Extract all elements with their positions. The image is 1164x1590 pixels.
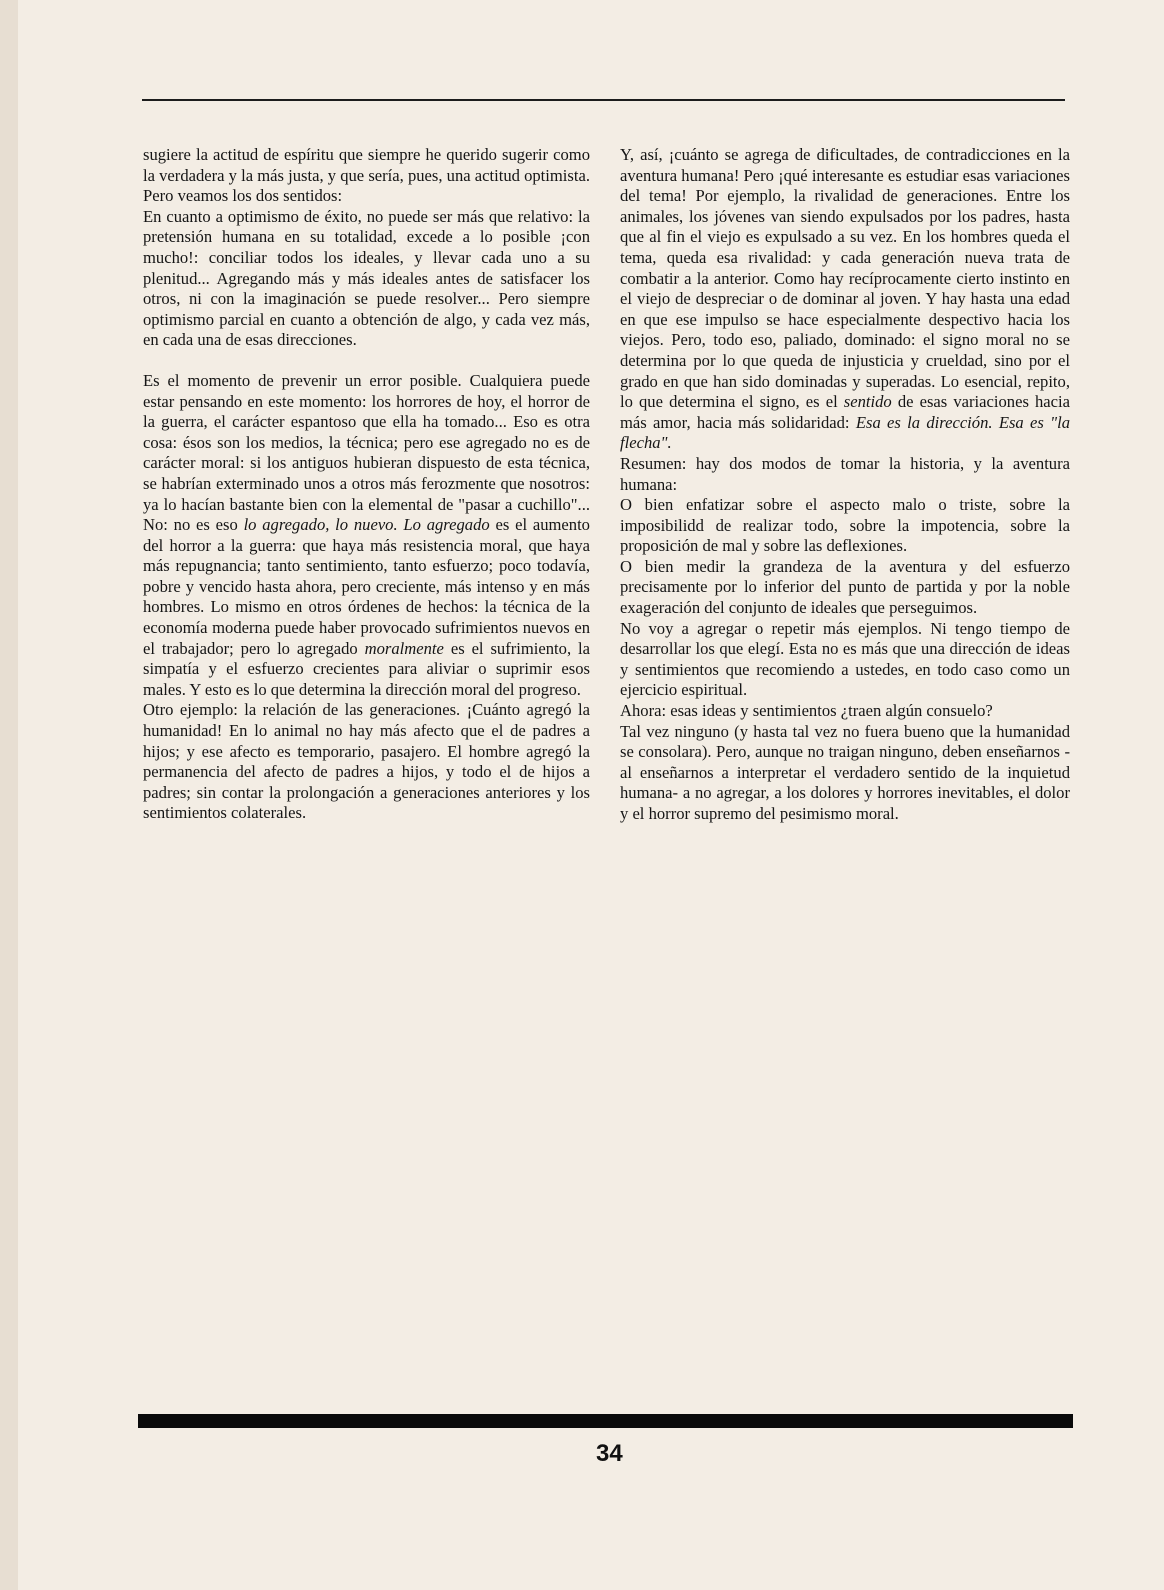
text-run: es el aumento del horror a la guerra: que haya más resistencia moral, que haya más repugnancia; tanto sentimiento, tanto esfuerzo; poco todavía, pobre y vencido hasta ahora, pero creciente, más intenso y en más hombres. Lo mismo en otros órdenes de hechos: la técnica de la economía moderna puede haber provocado sufrimientos nuevos en el trabajador; pero lo agregado [143, 515, 590, 658]
paragraph [620, 145, 1070, 454]
text-run: Es el momento de prevenir un error posible. Cualquiera puede estar pensando en este momento: los horrores de hoy, el horror de la guerra, el carácter espantoso que ella ha tomado... Eso es otra cosa: ésos son los medios, la técnica; pero ese agregado no es de carácter moral: si los antiguos hubieran dispuesto de esta técnica, se habrían exterminado unos a otros más ferozmente que nosotros: ya lo hacían bastante bien con la elemental de "pasar a cuchillo"... No: no es eso [143, 370, 590, 535]
paragraph: Tal vez ninguno (y hasta tal vez no fuera bueno que la humanidad se consolara). Pero, aunque no traigan ninguno, deben enseñarnos -al enseñarnos a interpretar el verdadero sentido de la inquietud humana- a no agregar, a los dolores y horrores inevitables, el dolor y el horror supremo del pesimismo moral. [620, 721, 1070, 823]
paragraph [143, 371, 590, 701]
right-column [620, 145, 1070, 825]
emphasis-text: lo agregado, lo nuevo. Lo agregado [243, 515, 490, 535]
paragraph: O bien enfatizar sobre el aspecto malo o triste, sobre la imposibilidd de realizar todo, sobre la impotencia, sobre la proposición de mal y sobre las deflexiones. [620, 495, 1070, 556]
paragraph: Resumen: hay dos modos de tomar la historia, y la aventura humana: [620, 453, 1070, 494]
text-run: de esas variaciones hacia más amor, hacia más solidaridad: [620, 392, 1071, 432]
text-run: es el sufrimiento, la simpatía y el esfuerzo crecientes para aliviar o suprimir esos males. Y esto es lo que determina la dirección moral del progreso. [143, 638, 590, 699]
page-binding-edge [0, 0, 18, 1590]
paragraph: Otro ejemplo: la relación de las generaciones. ¡Cuánto agregó la humanidad! En lo animal no hay más afecto que el de padres a hijos; y ese afecto es temporario, pasajero. El hombre agregó la permanencia del afecto de padres a hijos, y todo el de hijos a padres; sin contar la prolongación a generaciones anteriores y los sentimientos colaterales. [143, 700, 590, 823]
paragraph: En cuanto a optimismo de éxito, no puede ser más que relativo: la pretensión humana en su totalidad, excede a lo posible ¡con mucho!: conciliar todos los ideales, y llevar cada uno a su plenitud... Agregando más y más ideales antes de satisfacer los otros, ni con la imaginación se puede resolver... Pero siempre optimismo parcial en cuanto a obtención de algo, y cada vez más, en cada una de esas direcciones. [143, 206, 590, 350]
paragraph: O bien medir la grandeza de la aventura y del esfuerzo precisamente por lo inferior del punto de partida y por la noble exageración del conjunto de ideales que perseguimos. [620, 556, 1070, 618]
emphasis-text: sentido [843, 392, 892, 412]
page-number: 34 [596, 1440, 623, 1467]
left-column [143, 145, 590, 824]
footer-bar [138, 1414, 1073, 1428]
paragraph: Ahora: esas ideas y sentimientos ¿traen algún consuelo? [620, 701, 993, 721]
emphasis-text: Esa es la dirección. Esa es "la flecha". [620, 412, 1070, 453]
emphasis-text: moralmente [364, 638, 444, 658]
paragraph: sugiere la actitud de espíritu que siempre he querido sugerir como la verdadera y la más justa, y que sería, pues, una actitud optimista. Pero veamos los dos sentidos: [143, 145, 590, 206]
text-run: Y, así, ¡cuánto se agrega de dificultades, de contradicciones en la aventura humana! Pero ¡qué interesante es estudiar esas variaciones del tema! Por ejemplo, la rivalidad de generaciones. Entre los animales, los jóvenes van siendo expulsados por los padres, hasta que al fin el viejo es expulsado a su vez. En los hombres queda el tema, queda esa rivalidad: y cada generación nueva trata de combatir a la anterior. Como hay recíprocamente cierto instinto en el viejo de despreciar o de dominar al joven. Y hay hasta una edad en que ese impulso se hace especialmente despectivo hacia los viejos. Pero, todo eso, paliado, dominado: el signo moral no se determina por lo que queda de injusticia y crueldad, sino por el grado en que han sido dominadas y superadas. Lo esencial, repito, lo que determina el signo, es el [620, 145, 1070, 412]
header-rule [142, 99, 1065, 101]
paragraph: No voy a agregar o repetir más ejemplos. Ni tengo tiempo de desarrollar los que elegí. Esta no es más que una dirección de ideas y sentimientos que recomiendo a ustedes, en todo caso como un ejercicio espiritual. [620, 618, 1070, 700]
